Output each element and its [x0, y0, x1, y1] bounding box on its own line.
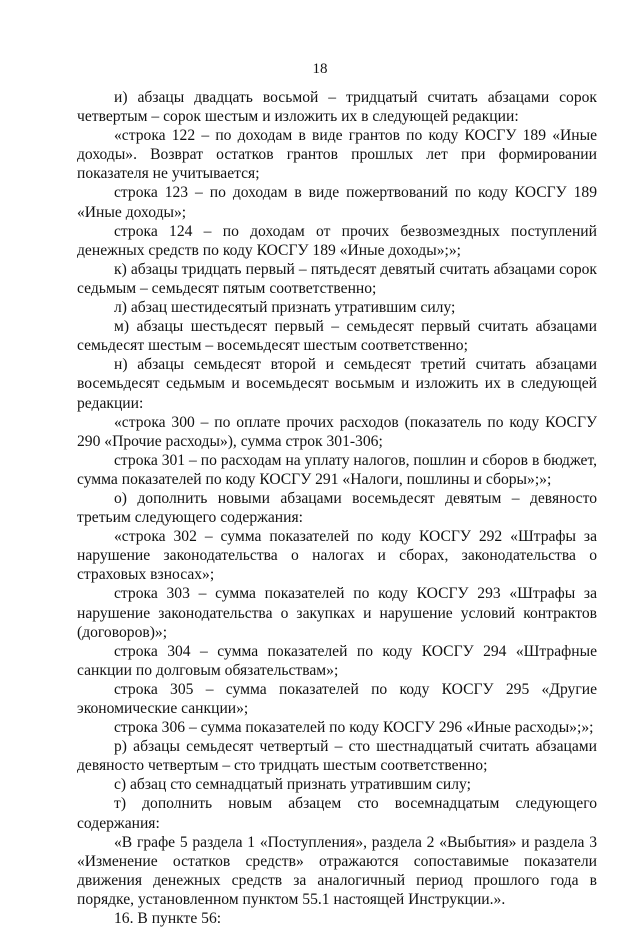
paragraph: строка 124 – по доходам от прочих безвозмездных поступлений денежных средств по коду КОСГУ 189 «Иные доходы»;»; — [77, 222, 597, 259]
paragraph: строка 304 – сумма показателей по коду КОСГУ 294 «Штрафные санкции по долговым обязательствам»; — [77, 642, 597, 679]
paragraph: р) абзацы семьдесят четвертый – сто шестнадцатый считать абзацами девяносто четвертым – сто тридцать шестым соответственно; — [77, 738, 597, 775]
paragraph: «строка 302 – сумма показателей по коду КОСГУ 292 «Штрафы за нарушение законодательства о налогах и сборах, законодательства о страховых взносах»; — [77, 528, 597, 584]
paragraph: строка 306 – сумма показателей по коду КОСГУ 296 «Иные расходы»;»; — [114, 719, 594, 737]
document-body — [77, 88, 597, 928]
paragraph: строка 123 – по доходам в виде пожертвований по коду КОСГУ 189 «Иные доходы»; — [77, 184, 597, 221]
paragraph: и) абзацы двадцать восьмой – тридцатый считать абзацами сорок четвертым – сорок шестым и изложить их в следующей редакции: — [77, 89, 597, 126]
paragraph: м) абзацы шестьдесят первый – семьдесят первый считать абзацами семьдесят шестым – восемьдесят шестым соответственно; — [77, 318, 597, 355]
paragraph: н) абзацы семьдесят второй и семьдесят третий считать абзацами восемьдесят седьмым и восемьдесят восьмым и изложить их в следующей редакции: — [77, 356, 597, 412]
paragraph: строка 305 – сумма показателей по коду КОСГУ 295 «Другие экономические санкции»; — [77, 680, 597, 717]
paragraph: с) абзац сто семнадцатый признать утратившим силу; — [114, 776, 471, 794]
paragraph: л) абзац шестидесятый признать утратившим силу; — [114, 299, 456, 317]
paragraph: «В графе 5 раздела 1 «Поступления», раздела 2 «Выбытия» и раздела 3 «Изменение остатков средств» отражаются сопоставимые показатели движения денежных средств за аналогичный период прошлого года в порядке, установленном пунктом 55.1 настоящей Инструкции.». — [77, 833, 597, 908]
paragraph: «строка 122 – по доходам в виде грантов по коду КОСГУ 189 «Иные доходы». Возврат остатков грантов прошлых лет при формировании показателя не учитывается; — [77, 127, 597, 183]
paragraph: строка 301 – по расходам на уплату налогов, пошлин и сборов в бюджет, сумма показателей по коду КОСГУ 291 «Налоги, пошлины и сборы»;»; — [77, 451, 597, 488]
page-number: 18 — [312, 61, 328, 77]
paragraph: строка 303 – сумма показателей по коду КОСГУ 293 «Штрафы за нарушение законодательства о закупках и нарушение условий контрактов (договоров)»; — [77, 585, 597, 641]
paragraph: «строка 300 – по оплате прочих расходов (показатель по коду КОСГУ 290 «Прочие расходы»), сумма строк 301-306; — [77, 413, 597, 450]
paragraph: т) дополнить новым абзацем сто восемнадцатым следующего содержания: — [77, 795, 597, 832]
paragraph: о) дополнить новыми абзацами восемьдесят девятым – девяносто третьим следующего содержания: — [77, 489, 597, 527]
paragraph: 16. В пункте 56: — [114, 910, 222, 928]
paragraph: к) абзацы тридцать первый – пятьдесят девятый считать абзацами сорок седьмым – семьдесят пятым соответственно; — [77, 260, 597, 297]
